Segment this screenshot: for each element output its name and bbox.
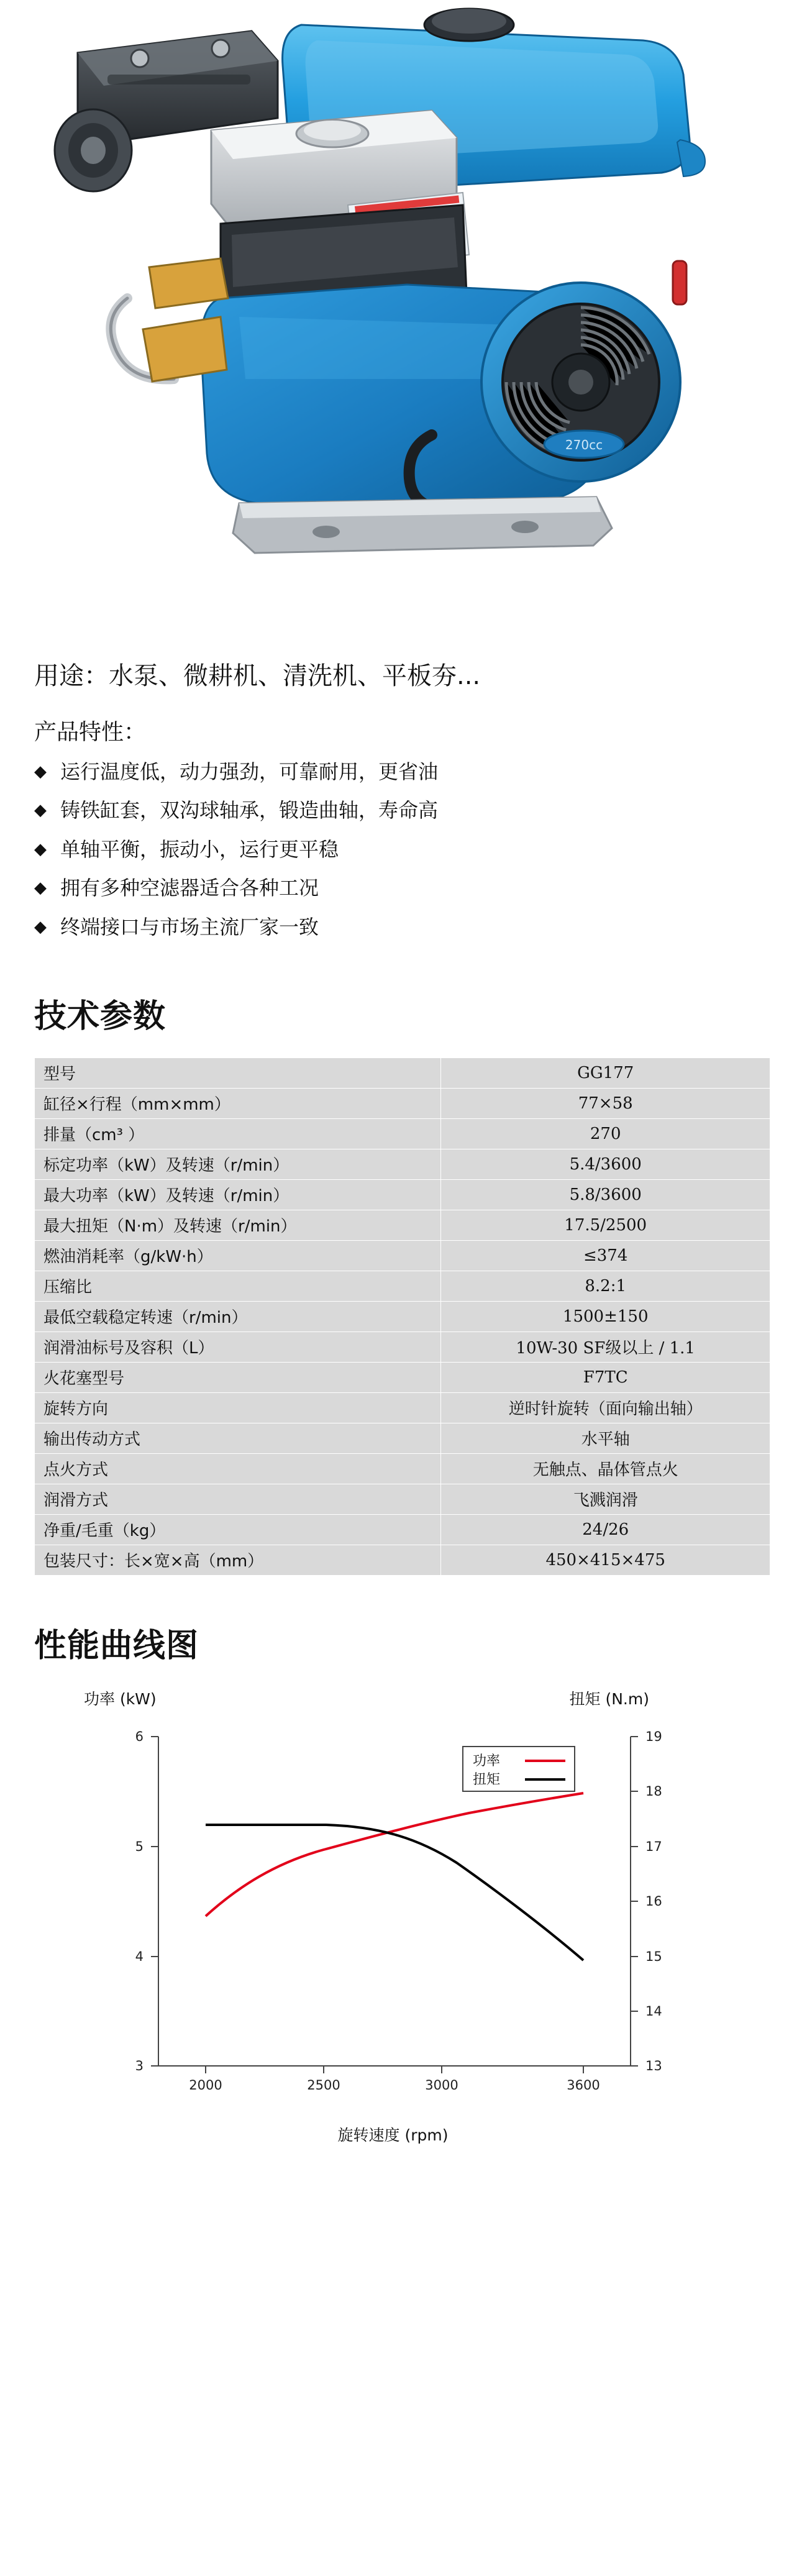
y-axis-left-ticks [135,1729,158,2073]
series-line-torque [206,1825,583,1960]
svg-text:16: 16 [645,1893,662,1909]
diamond-bullet-icon: ◆ [34,917,47,936]
feature-text: 铸铁缸套，双沟球轴承，锻造曲轴，寿命高 [60,798,439,823]
spec-key: 火花塞型号 [35,1362,441,1392]
table-row [35,1210,770,1240]
diamond-bullet-icon: ◆ [34,839,47,859]
spec-value: 450×415×475 [441,1545,770,1575]
svg-text:2500: 2500 [307,2077,340,2093]
spec-value: 8.2:1 [441,1271,770,1301]
spec-key: 润滑方式 [35,1484,441,1514]
svg-text:2000: 2000 [189,2077,222,2093]
spec-value: 水平轴 [441,1423,770,1453]
list-item [34,752,773,791]
table-row [35,1088,770,1118]
chart-legend [463,1747,575,1791]
spec-key: 排量（cm³ ） [35,1118,441,1149]
spec-key: 润滑油标号及容积（L） [35,1331,441,1362]
y-axis-right-label: 扭矩 (N.m) [569,1689,649,1708]
spec-key: 最大扭矩（N·m）及转速（r/min） [35,1210,441,1240]
list-item [34,869,773,907]
legend-label-power: 功率 [473,1753,501,1769]
usage-line: 用途：水泵、微耕机、清洗机、平板夯... [34,662,481,690]
spec-key: 缸径×行程（mm×mm） [35,1088,441,1118]
table-row [35,1392,770,1423]
specifications-table [34,1057,770,1576]
spec-key: 最大功率（kW）及转速（r/min） [35,1179,441,1210]
svg-text:13: 13 [645,2058,662,2073]
features-list [34,752,773,946]
spec-key: 型号 [35,1057,441,1088]
diamond-bullet-icon: ◆ [34,879,47,898]
svg-text:3000: 3000 [425,2077,458,2093]
spec-value: 24/26 [441,1514,770,1545]
table-row [35,1484,770,1514]
spec-key: 包装尺寸：长×宽×高（mm） [35,1545,441,1575]
svg-text:6: 6 [135,1729,144,1744]
x-axis-ticks [189,2066,600,2093]
x-axis-label: 旋转速度 (rpm) [337,2126,449,2144]
list-item [34,908,773,946]
table-row [35,1301,770,1331]
svg-text:15: 15 [645,1948,662,1964]
product-image [34,6,773,634]
table-row [35,1179,770,1210]
spec-value: ≤374 [441,1240,770,1271]
spec-value: 5.4/3600 [441,1149,770,1179]
svg-text:3600: 3600 [567,2077,600,2093]
spec-key: 压缩比 [35,1271,441,1301]
spec-value: 逆时针旋转（面向输出轴） [441,1392,770,1423]
table-row [35,1149,770,1179]
list-item [34,830,773,869]
table-row [35,1271,770,1301]
table-row [35,1057,770,1088]
spec-value: 5.8/3600 [441,1179,770,1210]
svg-text:5: 5 [135,1838,144,1854]
spec-key: 输出传动方式 [35,1423,441,1453]
feature-text: 拥有多种空滤器适合各种工况 [60,876,319,900]
spec-value: 无触点、晶体管点火 [441,1453,770,1484]
spec-value: 10W-30 SF级以上 / 1.1 [441,1331,770,1362]
svg-text:18: 18 [645,1783,662,1799]
product-detail-page [0,6,807,2145]
engine-badge-text: 270cc [565,437,603,452]
feature-text: 运行温度低，动力强劲，可靠耐用，更省油 [60,760,439,783]
diamond-bullet-icon: ◆ [34,762,47,781]
table-row [35,1453,770,1484]
feature-text: 终端接口与市场主流厂家一致 [60,915,319,939]
y-axis-right-ticks [631,1729,662,2073]
y-axis-left-label: 功率 (kW) [84,1689,157,1708]
table-row [35,1545,770,1575]
feature-text: 单轴平衡，振动小，运行更平稳 [60,837,339,861]
diamond-bullet-icon: ◆ [34,801,47,820]
spec-key: 净重/毛重（kg） [35,1514,441,1545]
spec-value: 17.5/2500 [441,1210,770,1240]
chart-title: 性能曲线图 [34,1627,199,1665]
table-row [35,1331,770,1362]
table-row [35,1362,770,1392]
svg-text:14: 14 [645,2003,662,2019]
spec-key: 点火方式 [35,1453,441,1484]
svg-text:19: 19 [645,1729,662,1744]
table-row [35,1514,770,1545]
spec-key: 旋转方向 [35,1392,441,1423]
stop-switch [673,261,686,304]
spec-value: 77×58 [441,1088,770,1118]
spec-key: 标定功率（kW）及转速（r/min） [35,1149,441,1179]
spec-key: 最低空载稳定转速（r/min） [35,1301,441,1331]
spec-value: 1500±150 [441,1301,770,1331]
svg-text:4: 4 [135,1948,144,1964]
list-item [34,791,773,829]
specs-title: 技术参数 [34,997,166,1035]
features-title: 产品特性： [34,719,147,745]
recoil-starter [481,283,680,482]
table-row [35,1423,770,1453]
spec-key: 燃油消耗率（g/kW·h） [35,1240,441,1271]
spec-value: 飞溅润滑 [441,1484,770,1514]
chart-canvas [34,1712,770,2122]
table-row [35,1240,770,1271]
series-line-power [206,1793,583,1916]
svg-text:17: 17 [645,1838,662,1854]
legend-label-torque: 扭矩 [473,1771,501,1788]
svg-text:3: 3 [135,2058,144,2073]
recoil-bracket [149,258,228,308]
spec-value: GG177 [441,1057,770,1088]
spec-value: F7TC [441,1362,770,1392]
performance-chart [34,1687,770,2145]
table-row [35,1118,770,1149]
engine-illustration [34,6,773,634]
spec-value: 270 [441,1118,770,1149]
